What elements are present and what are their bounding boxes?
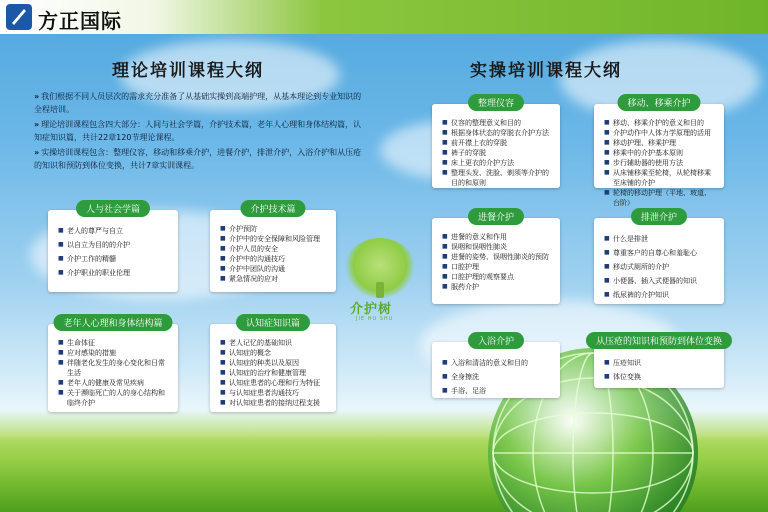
card-item: ■ 床上更衣的介护方法 — [442, 158, 552, 168]
card-item: ■ 认知症的种类以及原因 — [220, 358, 328, 368]
card-item: ■ 与认知症患者沟通技巧 — [220, 388, 328, 398]
brand-name: 方正国际 — [38, 9, 122, 33]
card-item: ■ 对认知症患者的接纳过程支援 — [220, 398, 328, 408]
card-item: ■ 根据身体状态的穿脱衣介护方法 — [442, 128, 552, 138]
card-item: ■ 介护中的安全保障和风险管理 — [220, 234, 328, 244]
card-item: ■ 认知症的概念 — [220, 348, 328, 358]
card-item: ■ 裤子的穿脱 — [442, 148, 552, 158]
card-item: ■ 介护预防 — [220, 224, 328, 234]
card-item: ■ 口腔护理的观察要点 — [442, 272, 552, 282]
card-title: 认知症知识篇 — [236, 314, 310, 331]
card-title: 进餐介护 — [468, 208, 524, 225]
card-item: ■ 整理头发、洗脸、剃须等介护的目的和原则 — [442, 168, 552, 188]
card-item: ■ 移动护理、移乘护理 — [604, 138, 716, 148]
card-item: ■ 应对感染的措施 — [58, 348, 170, 358]
tree-label: 介护树 — [350, 302, 393, 317]
card-title: 入浴介护 — [468, 332, 524, 349]
card-item: ■ 尊重客户的自尊心和羞耻心 — [604, 246, 716, 260]
card-item: ■ 误咽和误咽性肺炎 — [442, 242, 552, 252]
card-item: ■ 移动式厕所的介护 — [604, 260, 716, 274]
card-item: ■ 进餐的姿势、误咽性肺炎的预防 — [442, 252, 552, 262]
card-grooming — [432, 99, 560, 188]
card-item: ■ 从床铺移乘至轮椅，从轮椅移乘至床铺的介护 — [604, 168, 716, 188]
card-dementia — [210, 319, 336, 412]
card-item: ■ 老人记忆的基础知识 — [220, 338, 328, 348]
card-item: ■ 介护中的沟通技巧 — [220, 254, 328, 264]
card-elderly-body — [48, 319, 178, 412]
card-item: ■ 移乘中的介护基本原则 — [604, 148, 716, 158]
intro-paragraph: 实操培训课程包含：整理仪容，移动和移乘介护，进餐介护，排泄介护，入浴介护和从压疮的知识和预防到体位变换，共计7章实训课程。 — [34, 148, 362, 170]
card-item: ■ 生命体征 — [58, 338, 170, 348]
card-item: ■ 什么是排泄 — [604, 232, 716, 246]
left-title: 理论培训课程大纲 — [112, 61, 264, 81]
card-care-technique — [210, 205, 336, 292]
card-title: 从压疮的知识和预防到体位变换 — [586, 332, 732, 349]
card-item: ■ 老人的尊严与自立 — [58, 224, 170, 238]
intro-paragraph: 我们根据不同人员层次的需求充分准备了从基础实操到高端护理，从基本理论到专业知识的全程培训。 — [34, 92, 362, 114]
card-item: ■ 纸尿裤的介护知识 — [604, 288, 716, 302]
intro-paragraph: 理论培训课程包含四大部分：人间与社会学篇，介护技术篇，老年人心理和身体结构篇，认知症知识篇，共计22章120节理论课程。 — [34, 120, 362, 142]
card-excretion — [594, 213, 724, 304]
card-title: 移动、移乘介护 — [617, 94, 700, 111]
card-item: ■ 伴随老化发生的身心变化和日常生活 — [58, 358, 170, 378]
tree-trunk — [376, 282, 384, 298]
card-society — [48, 205, 178, 292]
card-item: ■ 手浴、足浴 — [442, 384, 552, 398]
card-bathing — [432, 337, 560, 398]
card-item: ■ 小便器、插入式便器的知识 — [604, 274, 716, 288]
card-item: ■ 介护中团队的沟通 — [220, 264, 328, 274]
card-item: ■ 轮椅的移动护理（平地、坡道、台阶） — [604, 188, 716, 208]
card-item: ■ 认知症患者的心理和行为特征 — [220, 378, 328, 388]
right-title: 实操培训课程大纲 — [470, 61, 622, 81]
brand-logo-icon — [6, 4, 32, 30]
card-item: ■ 全身擦洗 — [442, 370, 552, 384]
card-title: 排泄介护 — [631, 208, 687, 225]
card-item: ■ 仪容的整理意义和目的 — [442, 118, 552, 128]
header-bar — [0, 0, 768, 34]
card-item: ■ 压疮知识 — [604, 356, 716, 370]
card-item: ■ 进餐的意义和作用 — [442, 232, 552, 242]
card-item: ■ 移动、移乘介护的意义和目的 — [604, 118, 716, 128]
card-item: ■ 认知症的治疗和健康管理 — [220, 368, 328, 378]
card-title: 介护技术篇 — [240, 200, 305, 217]
card-item: ■ 体位变换 — [604, 370, 716, 384]
intro-text: » 我们根据不同人员层次的需求充分准备了从基础实操到高端护理，从基本理论到专业知识的全程培训。 » 理论培训课程包含四大部分：人间与社会学篇，介护技术篇，老年人心理和身体结构篇，认知症知识篇，共计22章120节理论课程。 » 实操培训课程包含：整理仪容，移动和移乘介护，进餐介护，排泄介护，入浴介护和从压疮的知识和预防到体位变换，共计7章实训课程。 — [34, 92, 362, 170]
card-title: 老年人心理和身体结构篇 — [53, 314, 172, 331]
card-transfer — [594, 99, 724, 207]
card-pressure-sore — [594, 337, 724, 388]
card-item: ■ 入浴和清洁的意义和目的 — [442, 356, 552, 370]
card-item: ■ 以自立为目的的介护 — [58, 238, 170, 252]
card-item: ■ 前开襟上衣的穿脱 — [442, 138, 552, 148]
card-item: ■ 紧急情况的应对 — [220, 274, 328, 284]
card-title: 整理仪容 — [468, 94, 524, 111]
card-item: ■ 关于濒临死亡的人的身心结构和临终介护 — [58, 388, 170, 408]
card-item: ■ 老年人的健康及常见疾病 — [58, 378, 170, 388]
card-item: ■ 介护职业的职业伦理 — [58, 266, 170, 280]
card-item: ■ 介护人员的安全 — [220, 244, 328, 254]
card-item: ■ 步行辅助器的使用方法 — [604, 158, 716, 168]
card-title: 人与社会学篇 — [76, 200, 150, 217]
card-item: ■ 口腔护理 — [442, 262, 552, 272]
card-item: ■ 介护动作中人体力学原理的活用 — [604, 128, 716, 138]
card-item: ■ 服药介护 — [442, 282, 552, 292]
tree-subtitle: JIE HU SHU — [356, 316, 394, 322]
card-eating — [432, 213, 560, 304]
card-item: ■ 介护工作的精髓 — [58, 252, 170, 266]
